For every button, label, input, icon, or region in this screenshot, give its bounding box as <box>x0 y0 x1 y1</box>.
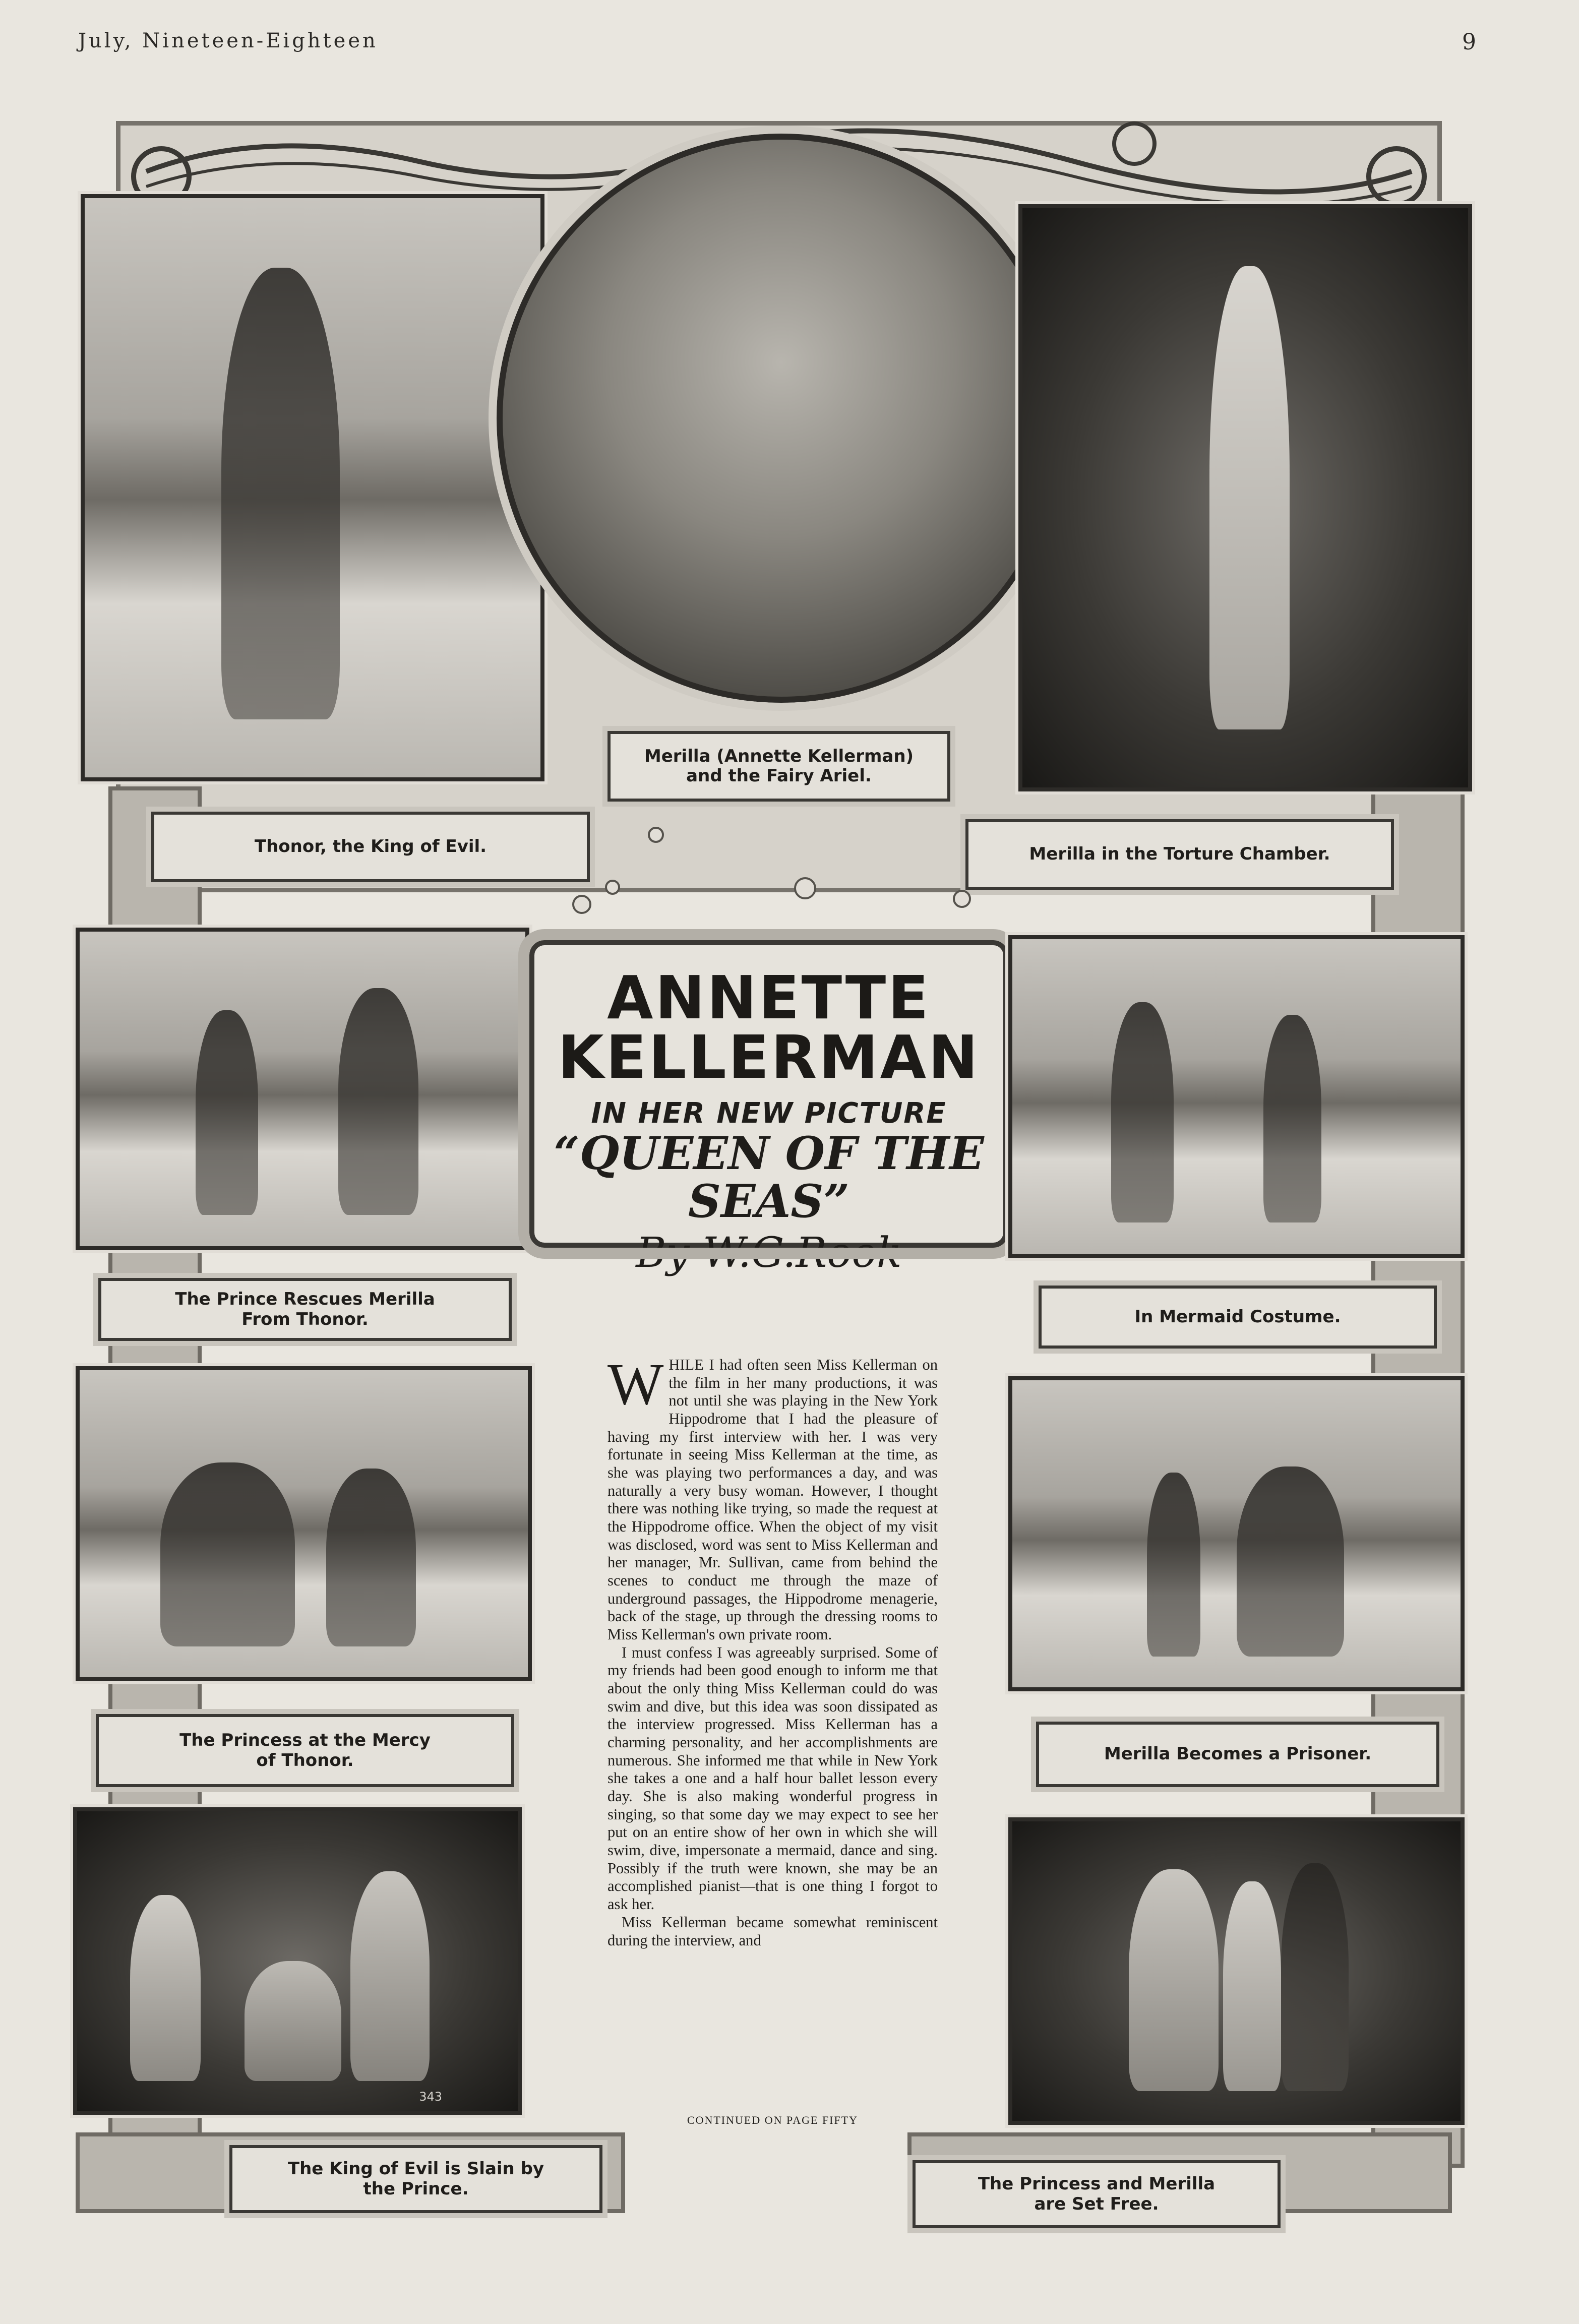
figure-merilla-prisoner <box>1237 1466 1344 1657</box>
caption-free-line1: The Princess and Merilla <box>978 2174 1216 2194</box>
photo-merilla-prisoner <box>1008 1376 1465 1691</box>
caption-fairy-ariel <box>608 731 950 802</box>
figure-captor <box>1147 1473 1201 1657</box>
caption-thonor-text: Thonor, the King of Evil. <box>254 836 487 857</box>
photo-mermaid-costume <box>1008 935 1465 1258</box>
figure-merilla-free <box>1223 1881 1282 2091</box>
caption-rescue <box>98 1278 512 1341</box>
article-paragraph-1 <box>608 1351 938 1644</box>
bubble <box>572 895 591 914</box>
figure-mermaid <box>1111 1002 1174 1222</box>
caption-torture <box>965 819 1394 890</box>
figure-thonor <box>221 268 340 719</box>
caption-mercy-line2: of Thonor. <box>256 1750 354 1770</box>
title-line-new-picture: IN HER NEW PICTURE <box>591 1097 947 1130</box>
article-title-panel <box>529 940 1008 1277</box>
caption-fairy-line2: and the Fairy Ariel. <box>686 766 872 786</box>
caption-slain <box>229 2145 602 2213</box>
figure-prince-slaying <box>350 1871 430 2081</box>
photo-fairy-ariel-circle <box>497 134 1066 703</box>
bubble <box>953 890 971 908</box>
photo-prince-rescues <box>76 928 529 1250</box>
drop-cap: W <box>608 1351 664 1417</box>
title-line-queen-of-the-seas: “QUEEN OF THE SEAS” <box>554 1127 984 1228</box>
caption-prisoner <box>1036 1722 1439 1787</box>
caption-slain-line2: the Prince. <box>363 2178 469 2199</box>
continued-on-page: CONTINUED ON PAGE FIFTY <box>687 2114 859 2126</box>
caption-mermaid <box>1039 1286 1437 1349</box>
paragraph-1-text: HILE I had often seen Miss Kellerman on the film in her many productions, it was not until she was playing in the New York Hippodrome that I had the pleasure of having my first interview with her. I was very fortunate in seeing Miss Kellerman at the time, as she was playing two performances a day, and was naturally a very busy woman. However, I thought there was nothing like trying, so made the request at the Hippodrome office. When the object of my visit was disclosed, word was sent to Miss Kellerman and her manager, Mr. Sullivan, came from behind the scenes to conduct me through the maze of underground passages, the Hippodrome menagerie, back of the stage, up through the dressing rooms to Miss Kellerman's own private room. <box>608 1356 938 1643</box>
caption-free-line2: are Set Free. <box>1034 2193 1159 2214</box>
caption-mermaid-text: In Mermaid Costume. <box>1134 1306 1341 1327</box>
caption-fairy-line1: Merilla (Annette Kellerman) <box>644 746 914 766</box>
caption-slain-line1: The King of Evil is Slain by <box>287 2159 544 2179</box>
figure-princess <box>326 1469 416 1646</box>
figure-merilla-torture <box>1209 266 1290 729</box>
title-line-annette: ANNETTE <box>607 963 931 1032</box>
article-paragraph-3: Miss Kellerman became somewhat reminiscent during the interview, and <box>608 1913 938 1949</box>
byline: By W.G.Rook <box>636 1229 902 1277</box>
photo-thonor <box>81 194 544 781</box>
photo-king-slain <box>73 1807 522 2115</box>
article-paragraph-2: I must confess I was agreeably surprised. Some of my friends had been good enough to inform me that about the only thing Miss Kellerman could do was swim and dive, but this idea was soon dissipated as the interview progressed. Miss Kellerman has a charming personality, and her accomplishments are numerous. She informed me that while in New York she takes a one and a half hour ballet lesson every day. She is also making wonderful progress in singing, so that some day we may expect to see her put on an entire show of her own in which she will swim, dive, impersonate a mermaid, dance and sing. Possibly if the truth were known, she may be an accomplished pianist—that is one thing I forgot to ask her. <box>608 1643 938 1913</box>
photo-plate-number: 343 <box>419 2090 442 2104</box>
figure-fairy-mermaid <box>1263 1015 1322 1222</box>
article-body <box>608 1351 938 1949</box>
bubble <box>605 880 620 895</box>
figure-prince-sword <box>1129 1869 1219 2091</box>
photo-set-free <box>1008 1817 1465 2125</box>
caption-prisoner-text: Merilla Becomes a Prisoner. <box>1104 1744 1372 1764</box>
figure-group-left <box>160 1462 295 1646</box>
caption-rescue-line1: The Prince Rescues Merilla <box>175 1289 435 1310</box>
bubble <box>648 827 664 843</box>
photo-torture-chamber <box>1018 204 1472 791</box>
bubble <box>794 877 816 899</box>
caption-rescue-line2: From Thonor. <box>241 1309 369 1329</box>
running-header-date: July, Nineteen-Eighteen <box>78 29 378 52</box>
caption-princess-mercy <box>96 1714 514 1787</box>
caption-set-free <box>913 2160 1281 2228</box>
figure-thonor-rescue <box>196 1010 258 1215</box>
photo-princess-at-mercy <box>76 1366 532 1681</box>
title-line-kellerman: KELLERMAN <box>558 1022 980 1092</box>
caption-thonor <box>151 812 590 882</box>
figure-prince <box>338 988 418 1214</box>
caption-torture-text: Merilla in the Torture Chamber. <box>1029 844 1330 865</box>
figure-fallen-king <box>245 1961 341 2081</box>
figure-princess-free <box>1281 1863 1348 2091</box>
figure-maidens <box>130 1895 201 2081</box>
caption-mercy-line1: The Princess at the Mercy <box>179 1730 431 1751</box>
page-number: 9 <box>1462 29 1479 55</box>
